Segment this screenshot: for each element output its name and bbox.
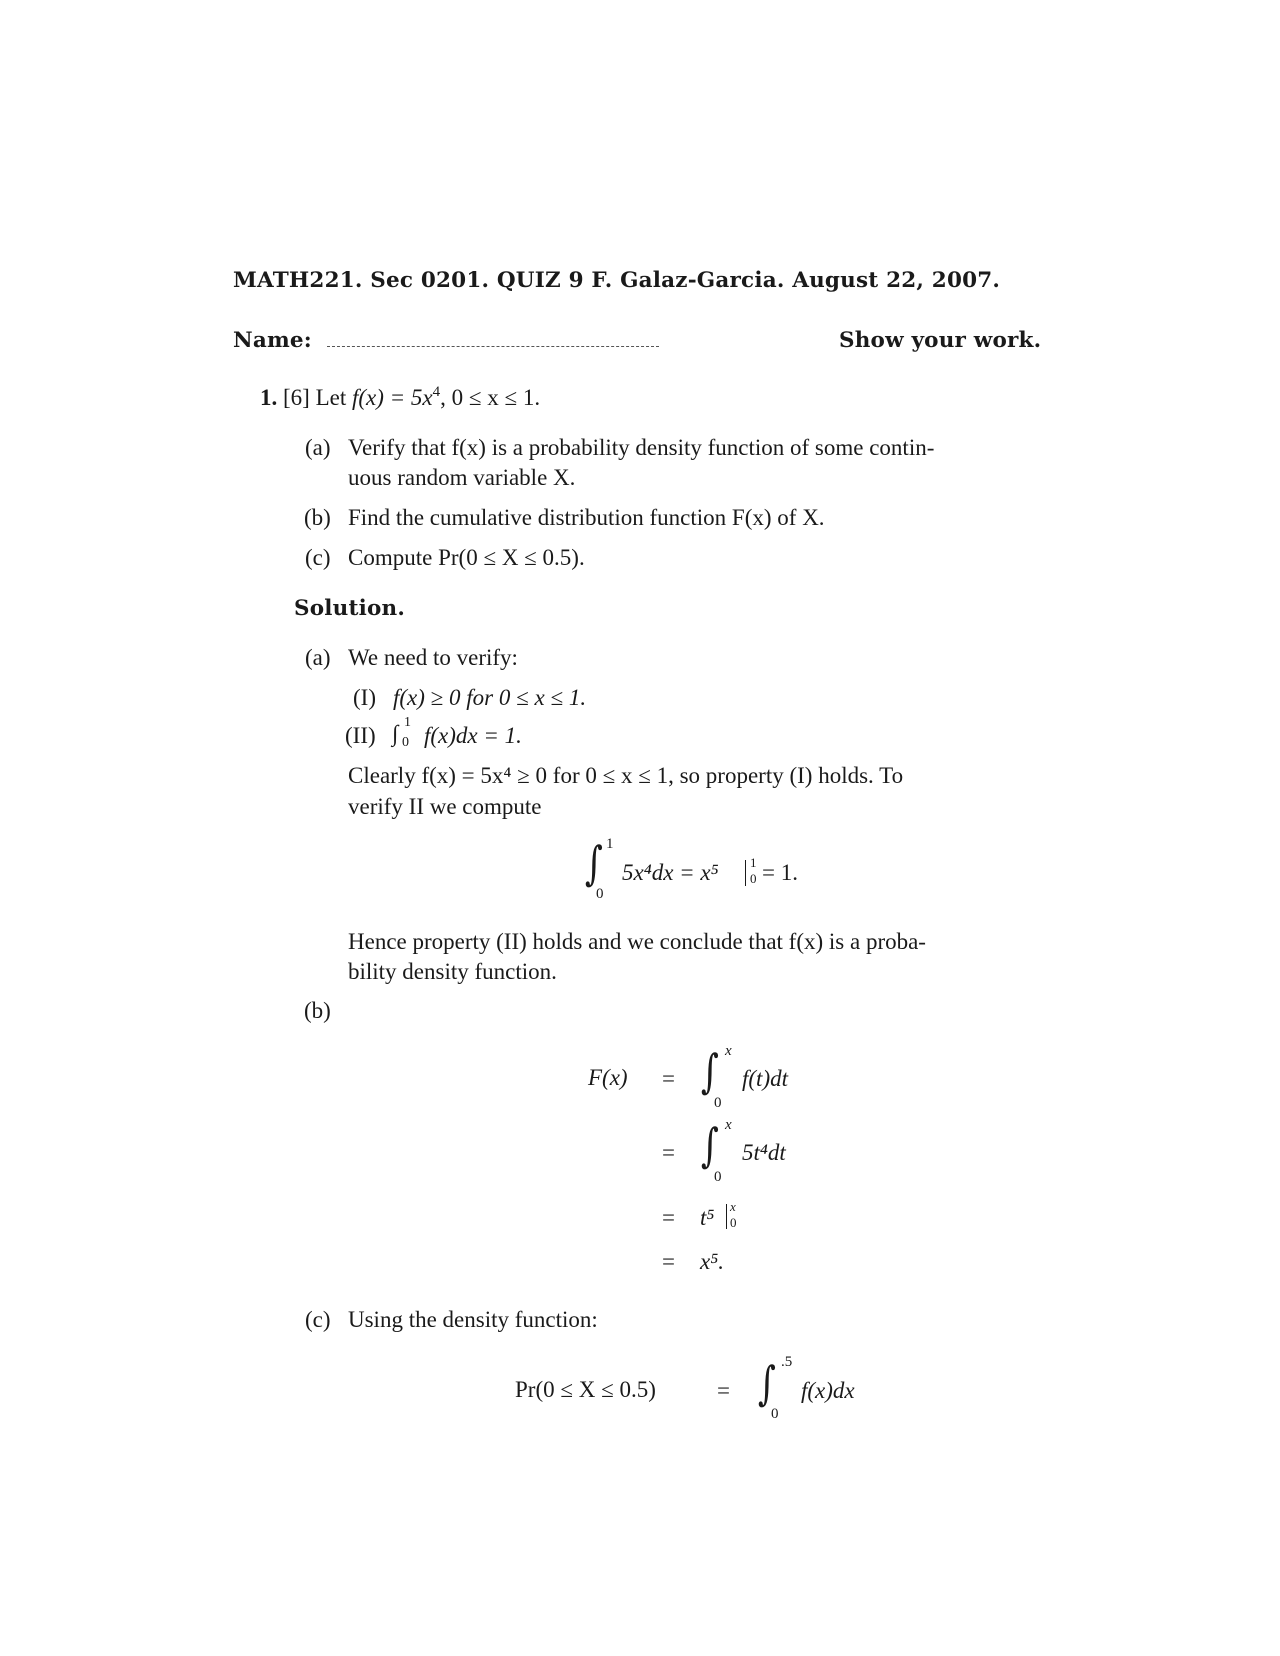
integral-sign-icon: ∫ <box>584 836 603 890</box>
part-a-line2: uous random variable X. <box>348 465 576 490</box>
row3-equals: = <box>662 1205 675 1230</box>
condition-2-text: f(x)dx = 1. <box>424 723 522 748</box>
part-c-label: (c) <box>305 545 331 570</box>
row2-body: 5t⁴dt <box>742 1140 786 1165</box>
row1-equals: = <box>662 1066 675 1091</box>
row2-upper: x <box>725 1117 732 1133</box>
display-integral-equation <box>582 836 822 906</box>
sol-a-label: (a) <box>305 645 331 670</box>
condition-1-text: f(x) ≥ 0 for 0 ≤ x ≤ 1. <box>393 685 587 710</box>
prob-lower: 0 <box>771 1406 779 1422</box>
condition-1-label: (I) <box>353 685 376 710</box>
inline-lower-limit: 0 <box>402 735 409 750</box>
part-a-label: (a) <box>305 435 331 460</box>
eval-lower: 0 <box>750 871 757 886</box>
problem-points: [6] <box>283 385 310 410</box>
part-c-text: Compute Pr(0 ≤ X ≤ 0.5). <box>348 545 585 570</box>
row4-body: x⁵. <box>700 1249 724 1274</box>
sol-a-para1-line2: verify II we compute <box>348 794 542 819</box>
function-def: f(x) = 5x <box>351 385 433 410</box>
prob-lhs: Pr(0 ≤ X ≤ 0.5) <box>515 1377 656 1402</box>
part-b-label: (b) <box>304 505 331 530</box>
problem-number: 1. <box>260 385 278 410</box>
function-exponent: 4 <box>432 384 441 400</box>
function-domain: , 0 ≤ x ≤ 1. <box>440 385 541 410</box>
eval-upper: 1 <box>750 855 757 870</box>
solution-heading: Solution. <box>294 596 406 621</box>
inline-upper-limit: 1 <box>404 715 411 730</box>
cdf-derivation <box>580 1040 840 1280</box>
evaluation-bar <box>726 1204 727 1229</box>
sol-b-label: (b) <box>304 998 331 1023</box>
condition-2-integral <box>392 715 411 750</box>
prob-body: f(x)dx <box>801 1378 855 1403</box>
row3-eval-upper: x <box>730 1199 736 1214</box>
row2-lower: 0 <box>714 1169 722 1185</box>
evaluation-bar <box>745 860 746 886</box>
part-b-text: Find the cumulative distribution function F(x) of X. <box>348 505 825 530</box>
row3-eval-lower: 0 <box>730 1215 737 1230</box>
inline-integral-sign: ∫ <box>392 721 399 746</box>
prob-upper: .5 <box>781 1354 793 1370</box>
result: = 1. <box>762 860 798 885</box>
integral-sign-icon: ∫ <box>700 1118 719 1172</box>
name-label: Name: <box>233 328 312 353</box>
condition-2-label: (II) <box>345 723 376 748</box>
sol-a-intro: We need to verify: <box>348 645 518 670</box>
lower-limit: 0 <box>596 886 604 902</box>
statement-prefix: Let <box>315 385 347 410</box>
row1-body: f(t)dt <box>742 1066 788 1091</box>
integral-sign-icon: ∫ <box>757 1356 776 1410</box>
sol-a-para2-line2: bility density function. <box>348 959 557 984</box>
probability-equation <box>515 1352 895 1422</box>
row3-body: t⁵ <box>700 1205 715 1230</box>
problem-statement <box>260 386 540 409</box>
upper-limit: 1 <box>606 836 614 852</box>
row1-upper: x <box>725 1043 732 1059</box>
row2-equals: = <box>662 1140 675 1165</box>
prob-equals: = <box>717 1378 730 1403</box>
show-work-instruction: Show your work. <box>839 328 1042 353</box>
quiz-title: MATH221. Sec 0201. QUIZ 9 F. Galaz-Garcia. August 22, 2007. <box>233 268 1001 293</box>
sol-a-para2-line1: Hence property (II) holds and we conclude that f(x) is a proba- <box>348 929 926 954</box>
integrand: 5x⁴dx = x⁵ <box>622 860 719 885</box>
row1-lower: 0 <box>714 1095 722 1111</box>
sol-c-intro: Using the density function: <box>348 1307 598 1332</box>
row4-equals: = <box>662 1249 675 1274</box>
sol-c-label: (c) <box>305 1307 331 1332</box>
cdf-lhs: F(x) <box>588 1065 628 1090</box>
part-a-line1: Verify that f(x) is a probability density function of some contin- <box>348 435 935 460</box>
integral-sign-icon: ∫ <box>700 1044 719 1098</box>
name-blank-line[interactable] <box>327 346 659 347</box>
sol-a-para1-line1: Clearly f(x) = 5x⁴ ≥ 0 for 0 ≤ x ≤ 1, so property (I) holds. To <box>348 763 904 788</box>
